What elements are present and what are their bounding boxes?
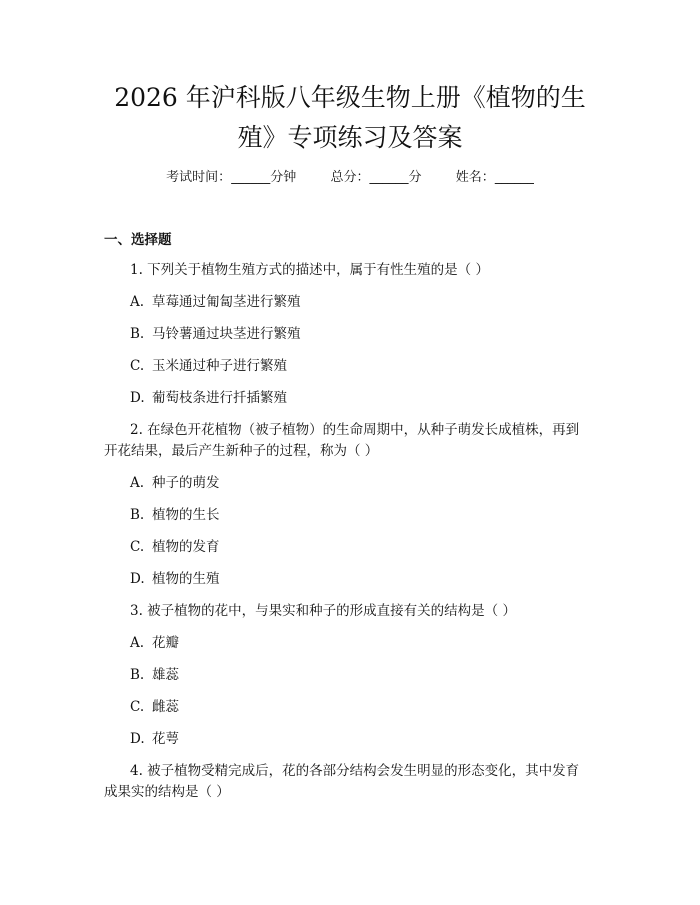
question-4-line-1: 4. 被子植物受精完成后，花的各部分结构会发生明显的形态变化，其中发育	[130, 763, 580, 779]
name-blank: ______	[494, 170, 534, 185]
question-1-option-c	[130, 356, 287, 376]
name-label: 姓名：	[455, 170, 495, 185]
question-3-option-b	[130, 665, 179, 685]
option-text: 雄蕊	[152, 667, 179, 683]
title-line-1: 2026 年沪科版八年级生物上册《植物的生	[114, 83, 586, 112]
time-blank: ______	[231, 170, 271, 185]
option-letter: B.	[130, 667, 145, 683]
question-2-option-d	[130, 569, 220, 589]
question-2-option-b	[130, 505, 220, 525]
option-letter: D.	[130, 731, 145, 747]
option-letter: C.	[130, 539, 145, 555]
question-3-option-a	[130, 633, 179, 653]
question-2-line-1: 2. 在绿色开花植物（被子植物）的生命周期中，从种子萌发长成植株，再到	[130, 422, 580, 438]
question-3-option-c	[130, 697, 179, 717]
option-letter: C.	[130, 699, 145, 715]
option-letter: B.	[130, 507, 145, 523]
option-letter: D.	[130, 571, 145, 587]
option-letter: C.	[130, 358, 145, 374]
option-text: 植物的生殖	[152, 571, 220, 587]
option-text: 草莓通过匍匐茎进行繁殖	[152, 294, 301, 310]
option-letter: A.	[130, 475, 145, 491]
option-text: 玉米通过种子进行繁殖	[152, 358, 287, 374]
option-text: 马铃薯通过块茎进行繁殖	[152, 326, 301, 342]
option-text: 花瓣	[152, 635, 179, 651]
score-unit: 分	[408, 170, 422, 185]
score-label: 总分：	[330, 170, 370, 185]
question-2-line-2: 开花结果，最后产生新种子的过程，称为（ ）	[104, 443, 379, 459]
option-text: 葡萄枝条进行扦插繁殖	[152, 390, 287, 406]
score-blank: ______	[369, 170, 409, 185]
question-1-option-b	[130, 324, 301, 344]
option-text: 雌蕊	[152, 699, 179, 715]
title-line-2: 殖》专项练习及答案	[237, 123, 463, 152]
option-letter: B.	[130, 326, 145, 342]
option-text: 植物的生长	[152, 507, 220, 523]
time-label: 考试时间：	[166, 170, 232, 185]
option-letter: A.	[130, 294, 145, 310]
option-text: 种子的萌发	[152, 475, 220, 491]
option-text: 植物的发育	[152, 539, 220, 555]
question-1: 1. 下列关于植物生殖方式的描述中，属于有性生殖的是（ ）	[130, 262, 489, 278]
question-3: 3. 被子植物的花中，与果实和种子的形成直接有关的结构是（ ）	[130, 603, 516, 619]
exam-info	[0, 168, 700, 188]
option-letter: A.	[130, 635, 145, 651]
question-1-option-d	[130, 388, 287, 408]
option-letter: D.	[130, 390, 145, 406]
question-2-option-c	[130, 537, 220, 557]
option-text: 花萼	[152, 731, 179, 747]
time-unit: 分钟	[270, 170, 297, 185]
question-1-option-a	[130, 292, 301, 312]
document-title	[100, 78, 600, 158]
question-2-option-a	[130, 473, 220, 493]
section-title: 一、选择题	[104, 232, 172, 248]
question-3-option-d	[130, 729, 179, 749]
question-4-line-2: 成果实的结构是（ ）	[104, 784, 230, 800]
